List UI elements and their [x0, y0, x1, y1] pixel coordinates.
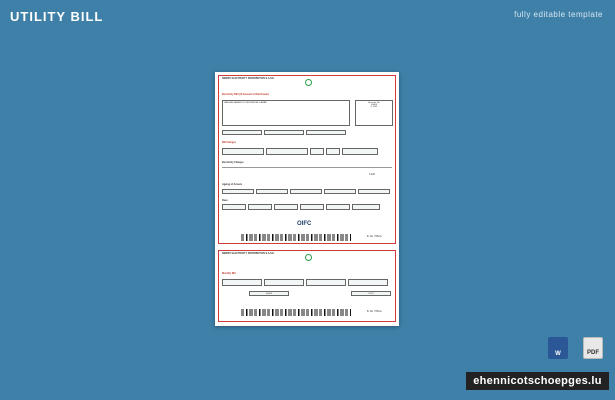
bill-section-title: Electricity Bill (All Amount In Rial Omani) — [222, 93, 269, 96]
bill-sheet-bottom — [218, 250, 396, 322]
final-amount: 3.473 — [368, 292, 374, 295]
dues-cell — [352, 204, 380, 210]
company-name: NEBIRY ELECTRICITY DISTRIBUTION S.A.S.E — [222, 77, 275, 80]
bill-number: B. No. 765xxx — [367, 310, 382, 313]
logo-icon — [305, 254, 312, 261]
dues-cell — [248, 204, 272, 210]
history-cell — [222, 189, 254, 194]
pdf-icon-label: PDF — [587, 350, 599, 356]
summary-cell — [306, 279, 346, 286]
bill-sheet-top — [218, 75, 396, 244]
meter-field — [306, 130, 346, 135]
meter-row — [222, 130, 346, 135]
summary-cell — [348, 279, 388, 286]
invoice-value: 0.1234 — [370, 105, 378, 108]
history-row — [222, 189, 390, 194]
word-icon-label: W — [555, 351, 561, 357]
history-cell — [358, 189, 390, 194]
total-value: 3.420 — [369, 173, 375, 176]
page-subtitle: fully editable template — [514, 10, 603, 19]
charge-cell — [222, 148, 264, 155]
summary-cell — [264, 279, 304, 286]
oifc-logo-text: OIFC — [297, 221, 312, 227]
charge-cell — [266, 148, 308, 155]
account-box — [355, 100, 393, 126]
barcode — [241, 234, 351, 241]
account-label: Account No — [368, 101, 380, 104]
bill-number: B. No. 765xxx — [367, 235, 382, 238]
customer-name: NASSER MAHMOOD HUSSEIN AL LAWATI — [224, 101, 268, 104]
account-value: 00000 — [370, 103, 378, 106]
charge-cell — [326, 148, 340, 155]
charge-cell — [342, 148, 378, 155]
word-file-icon[interactable] — [548, 337, 568, 359]
charge-cell — [310, 148, 324, 155]
watermark-label: ehennicotschoepges.lu — [466, 372, 609, 390]
page-title: UTILITY BILL — [10, 9, 104, 24]
charges-row — [222, 148, 378, 155]
dues-header: Dues — [222, 199, 228, 202]
monthly-bill-label: Monthly Bill — [222, 272, 236, 275]
logo-icon — [305, 79, 312, 86]
meter-field — [222, 130, 262, 135]
dues-cell — [300, 204, 324, 210]
dues-row — [222, 204, 380, 210]
dues-cell — [222, 204, 246, 210]
barcode — [241, 309, 351, 316]
final-amount-box — [351, 291, 391, 296]
dues-cell — [326, 204, 350, 210]
summary-cell — [222, 279, 262, 286]
account-value: 00000 — [265, 292, 273, 295]
consumption-header: Electricity Charges — [222, 161, 244, 164]
bill-document — [215, 72, 399, 326]
meter-field — [264, 130, 304, 135]
history-cell — [324, 189, 356, 194]
summary-row — [222, 279, 388, 286]
pdf-file-icon[interactable] — [583, 337, 603, 359]
account-number-box — [249, 291, 289, 296]
history-cell — [290, 189, 322, 194]
dues-cell — [274, 204, 298, 210]
divider — [222, 167, 392, 168]
history-cell — [256, 189, 288, 194]
history-header: Ageing of Arrears — [222, 183, 243, 186]
company-name: NEBIRY ELECTRICITY DISTRIBUTION S.A.S.E — [222, 252, 275, 255]
table-header: Bill Charges — [222, 141, 236, 144]
customer-box — [222, 100, 350, 126]
